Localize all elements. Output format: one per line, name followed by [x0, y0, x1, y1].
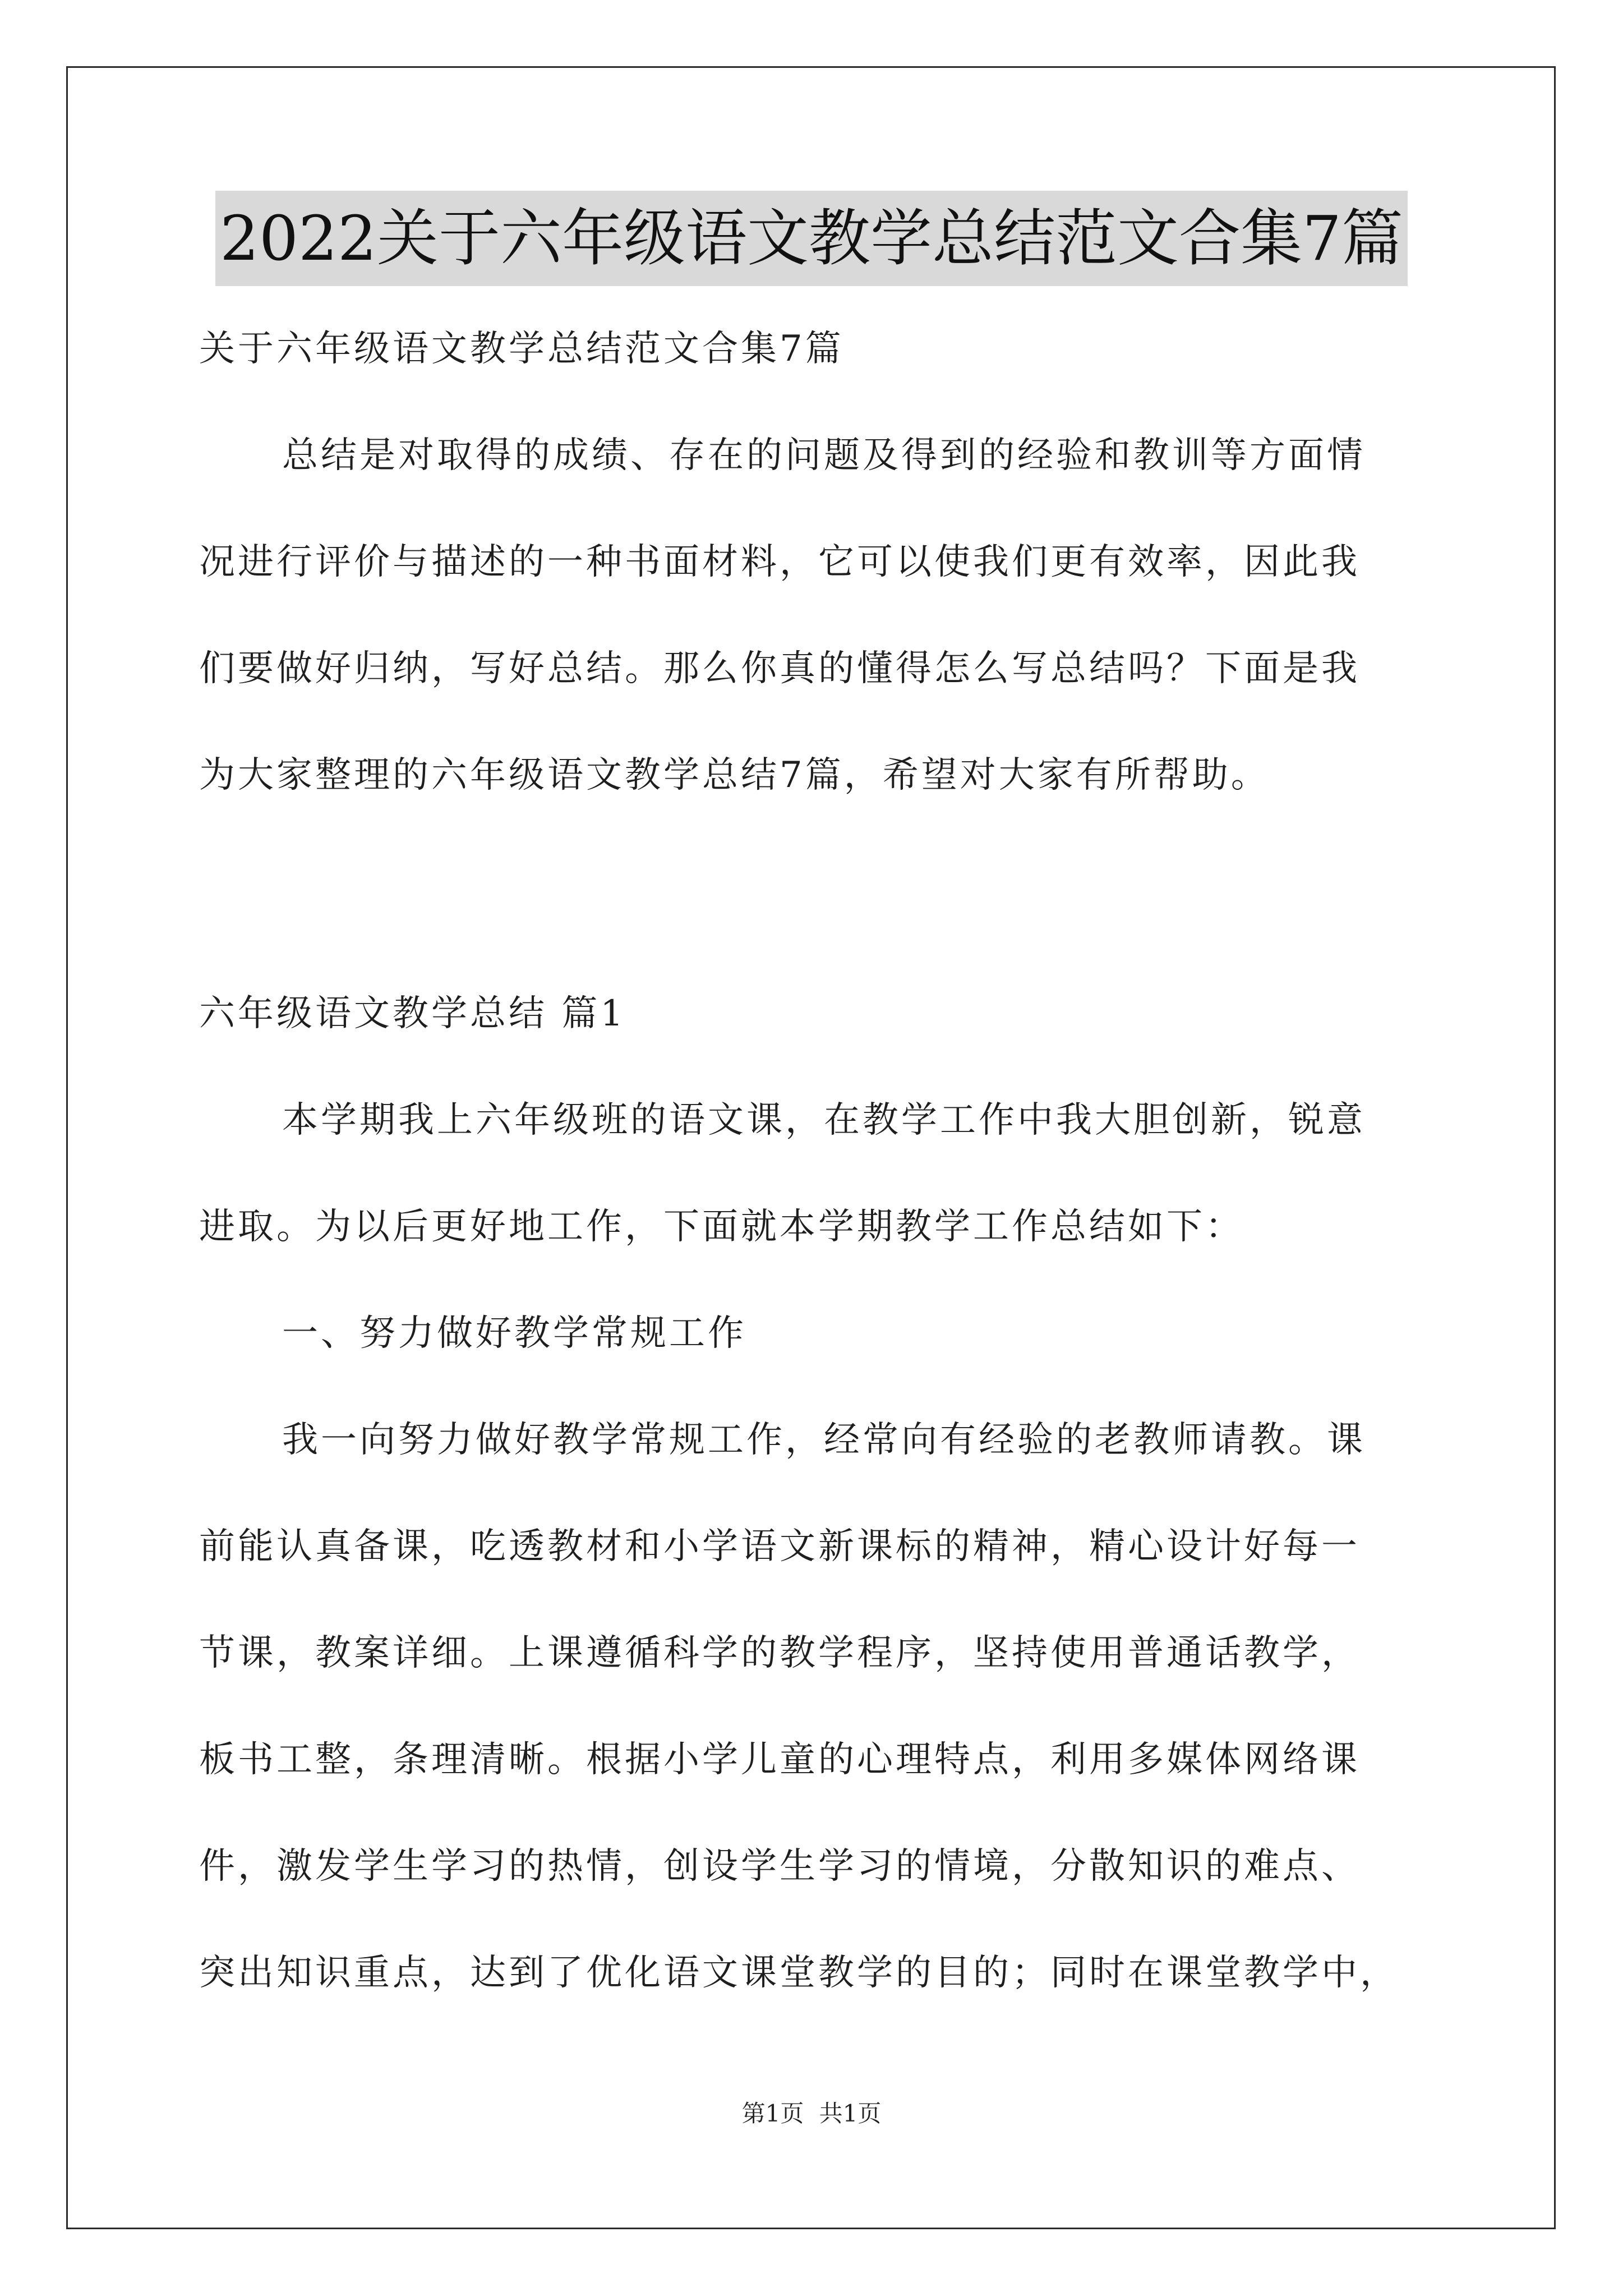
section-para2-line-5: 件，激发学生学习的热情，创设学生学习的情境，分散知识的难点、 — [199, 1846, 1360, 1887]
intro-line-3: 们要做好归纳，写好总结。那么你真的懂得怎么写总结吗？下面是我 — [199, 648, 1360, 689]
section-heading: 六年级语文教学总结 篇1 — [199, 993, 626, 1034]
section-para2-line-6: 突出知识重点，达到了优化语文课堂教学的目的；同时在课堂教学中， — [199, 1952, 1399, 1994]
section-para1-line-1: 本学期我上六年级班的语文课，在教学工作中我大胆创新，锐意 — [282, 1099, 1366, 1141]
document-title: 2022关于六年级语文教学总结范文合集7篇 — [215, 191, 1408, 286]
subheading: 一、努力做好教学常规工作 — [282, 1313, 746, 1354]
section-para2-line-3: 节课，教案详细。上课遵循科学的教学程序，坚持使用普通话教学， — [199, 1632, 1360, 1674]
intro-line-1: 总结是对取得的成绩、存在的问题及得到的经验和教训等方面情 — [282, 435, 1366, 476]
section-para1-line-2: 进取。为以后更好地工作，下面就本学期教学工作总结如下： — [199, 1206, 1244, 1248]
page-border — [66, 66, 1556, 2229]
document-subtitle: 关于六年级语文教学总结范文合集7篇 — [199, 328, 844, 370]
page-footer: 第1页 共1页 — [741, 2100, 882, 2127]
intro-line-2: 况进行评价与描述的一种书面材料，它可以使我们更有效率，因此我 — [199, 541, 1360, 583]
section-para2-line-1: 我一向努力做好教学常规工作，经常向有经验的老教师请教。课 — [282, 1419, 1366, 1461]
section-para2-line-2: 前能认真备课，吃透教材和小学语文新课标的精神，精心设计好每一 — [199, 1526, 1360, 1567]
intro-line-4: 为大家整理的六年级语文教学总结7篇，希望对大家有所帮助。 — [199, 754, 1270, 796]
section-para2-line-4: 板书工整，条理清晰。根据小学儿童的心理特点，利用多媒体网络课 — [199, 1739, 1360, 1780]
title-container — [0, 191, 1623, 286]
